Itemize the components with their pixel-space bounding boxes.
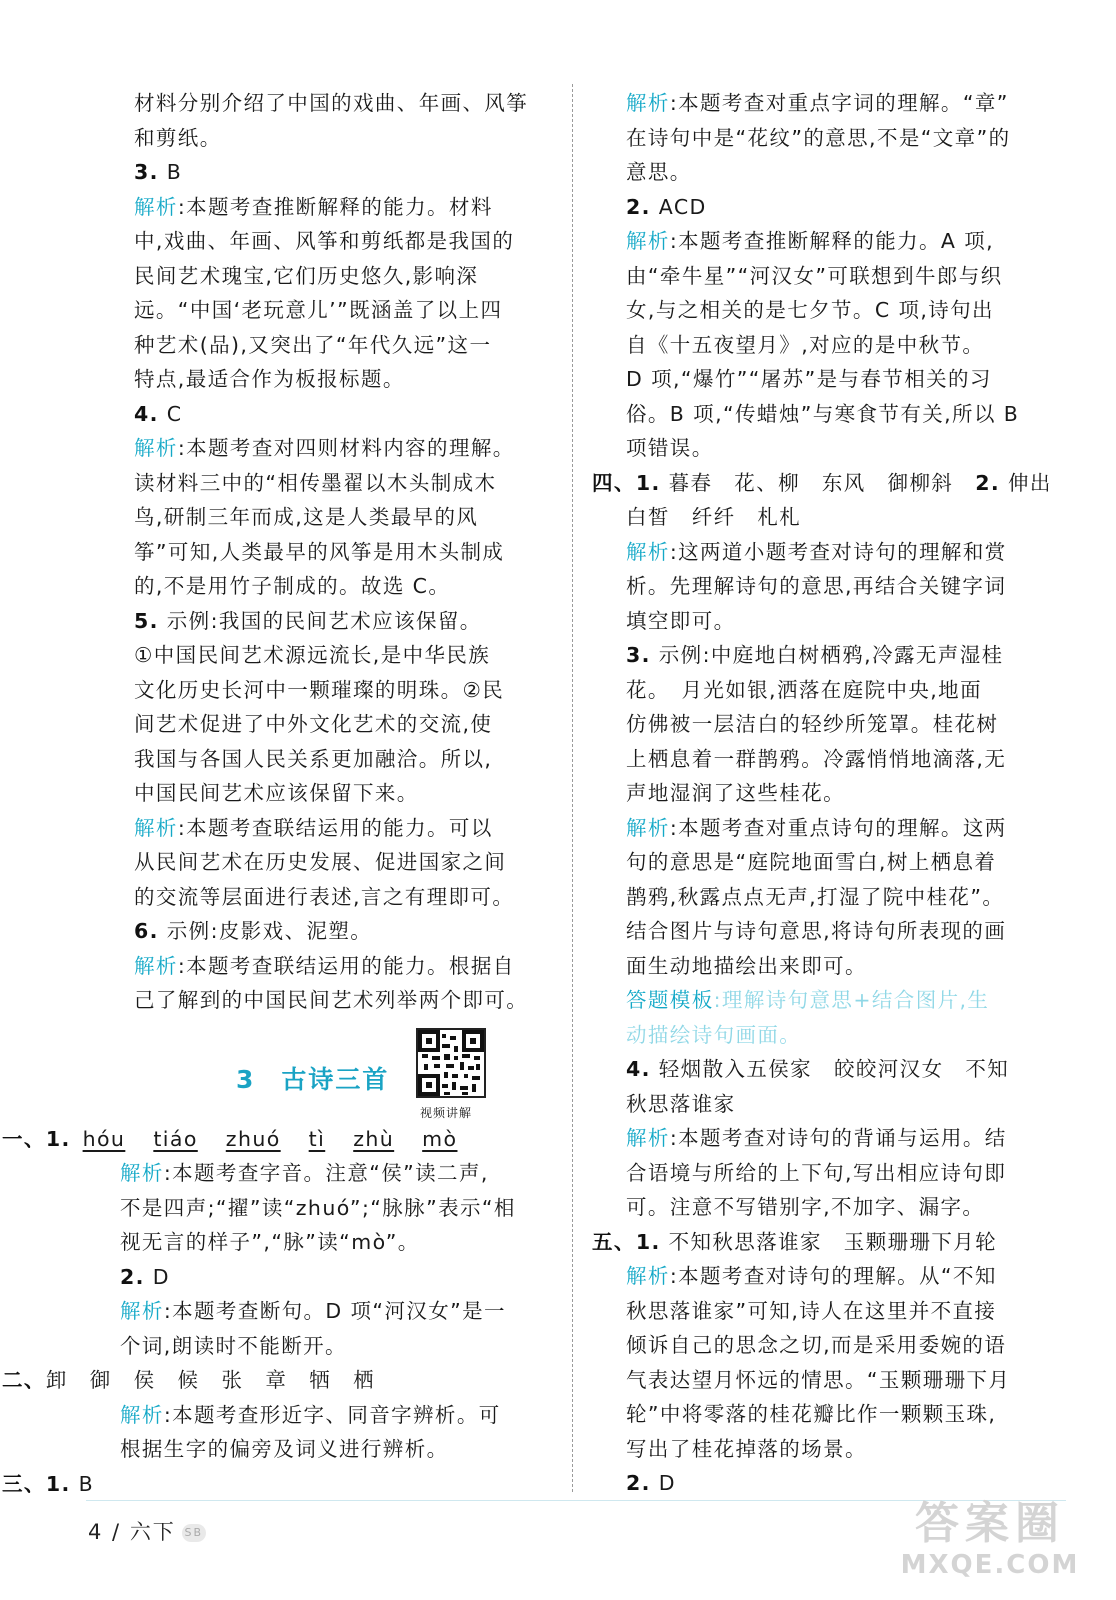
text-line: 从民间艺术在历史发展、促进国家之间 xyxy=(134,850,507,874)
answer-text: 示例:皮影戏、泥塑。 xyxy=(158,919,373,943)
template-text: :理解诗句意思+结合图片,生 xyxy=(713,988,990,1012)
section-label: 四、 xyxy=(592,470,636,495)
pinyin-item: zhù xyxy=(353,1126,395,1151)
text-line: 轮”中将零落的桂花瓣比作一颗颗玉珠, xyxy=(626,1402,997,1426)
text-line: 结合图片与诗句意思,将诗句所表现的画 xyxy=(626,919,1007,943)
section-5-answer xyxy=(592,1225,1058,1260)
question-number: 3. xyxy=(134,160,159,184)
text-line: 填空即可。 xyxy=(626,608,736,633)
footer-slash: / xyxy=(103,1520,130,1544)
analysis-line xyxy=(86,1156,558,1191)
section-label: 一、 xyxy=(2,1126,46,1151)
text-line: 女,与之相关的是七夕节。C 项,诗句出 xyxy=(626,298,994,322)
text-line: 和剪纸。 xyxy=(134,125,222,150)
text-line: 倾诉自己的思念之切,而是采用委婉的语 xyxy=(626,1333,1007,1357)
text-line: 自《十五夜望月》,对应的是中秋节。 xyxy=(626,332,985,357)
question-number: 4. xyxy=(626,1057,651,1081)
char-item: 候 xyxy=(177,1368,200,1392)
answer-3 xyxy=(592,638,1058,673)
answer-text: B xyxy=(158,160,183,184)
answer-text: 轻烟散入五侯家 皎皎河汉女 不知 xyxy=(650,1057,1010,1081)
left-column xyxy=(2,86,558,1501)
text-line: 不是四声;“擢”读“zhuó”;“脉脉”表示“相 xyxy=(120,1195,516,1220)
text-line: 句的意思是“庭院地面雪白,树上栖息着 xyxy=(626,850,997,874)
text-line: 由“牵牛星”“河汉女”可联想到牛郎与织 xyxy=(626,263,1003,288)
analysis-line xyxy=(592,224,1058,259)
text-line: 中,戏曲、年画、风筝和剪纸都是我国的 xyxy=(134,229,515,253)
edition-badge: SB xyxy=(182,1524,206,1542)
analysis-line xyxy=(86,811,558,846)
page-footer xyxy=(88,1516,206,1546)
text-line: 花。 月光如银,洒落在庭院中央,地面 xyxy=(626,677,982,702)
analysis-line xyxy=(592,86,1058,121)
analysis-label: 解析 xyxy=(134,436,178,460)
text-line: 面生动地描绘出来即可。 xyxy=(626,953,867,978)
question-number: 6. xyxy=(134,919,159,943)
section-4-answer xyxy=(592,466,1058,501)
answer-text: 示例:中庭地白树栖鸦,冷露无声湿桂 xyxy=(650,643,1004,667)
answer-text: D xyxy=(650,1471,676,1495)
char-item: 栖 xyxy=(353,1368,376,1392)
analysis-text: :本题考查对四则材料内容的理解。 xyxy=(177,436,515,460)
watermark-logo: 答案圈 xyxy=(915,1498,1065,1549)
text-line: 声地湿润了这些桂花。 xyxy=(626,781,845,805)
analysis-line xyxy=(592,1121,1058,1156)
text-line: 鹊鸦,秋露点点无声,打湿了院中桂花”。 xyxy=(626,884,1005,909)
text-line: 种艺术(品),又突出了“年代久远”这一 xyxy=(134,332,492,357)
section-label: 二、 xyxy=(2,1368,46,1392)
analysis-text: :本题考查对重点诗句的理解。这两 xyxy=(669,815,1007,840)
analysis-label: 解析 xyxy=(120,1161,164,1185)
answer-text: B xyxy=(70,1471,95,1496)
analysis-line xyxy=(86,431,558,466)
analysis-label: 解析 xyxy=(134,953,178,978)
text-line: 气表达望月怀远的情思。“玉颗珊珊下月 xyxy=(626,1367,1011,1392)
text-line: 在诗句中是“花纹”的意思,不是“文章”的 xyxy=(626,125,1011,150)
text-line: 材料分别介绍了中国的戏曲、年画、风筝 xyxy=(134,91,529,115)
pinyin-item: zhuó xyxy=(225,1126,281,1151)
analysis-text: :本题考查联结运用的能力。可以 xyxy=(177,815,493,840)
section-2-answer xyxy=(2,1363,558,1398)
answer-3 xyxy=(86,155,558,190)
analysis-label: 解析 xyxy=(134,194,178,219)
char-item: 章 xyxy=(265,1368,288,1392)
analysis-label: 解析 xyxy=(626,815,670,840)
answer-2 xyxy=(86,1260,558,1295)
analysis-label: 解析 xyxy=(120,1299,164,1323)
analysis-label: 解析 xyxy=(626,539,670,564)
text-line: 己了解到的中国民间艺术列举两个即可。 xyxy=(134,988,529,1012)
text-line: 可。注意不写错别字,不加字、漏字。 xyxy=(626,1195,985,1219)
section-label: 三、 xyxy=(2,1471,46,1496)
pinyin-item: tiáo xyxy=(153,1126,198,1151)
question-number: 1. xyxy=(45,1471,71,1496)
pinyin-item: tì xyxy=(308,1126,326,1151)
analysis-text: :本题考查推断解释的能力。材料 xyxy=(177,194,493,219)
qr-label: 视频讲解 xyxy=(420,1105,473,1120)
column-divider xyxy=(572,84,573,1492)
char-item: 牺 xyxy=(309,1368,332,1392)
analysis-text: :本题考查对诗句的背诵与运用。结 xyxy=(669,1126,1007,1150)
template-line xyxy=(592,983,1058,1018)
analysis-text: :本题考查形近字、同音字辨析。可 xyxy=(163,1402,501,1427)
text-line: 的,不是用竹子制成的。故选 C。 xyxy=(134,574,451,598)
text-line: 间艺术促进了中外文化艺术的交流,使 xyxy=(134,712,493,736)
text-line: 个词,朗读时不能断开。 xyxy=(120,1333,347,1358)
grade-label: 六下 xyxy=(129,1520,176,1544)
analysis-label: 解析 xyxy=(626,91,670,115)
question-number: 5. xyxy=(134,608,159,633)
char-item: 张 xyxy=(221,1368,244,1392)
answer-2 xyxy=(592,1466,1058,1501)
answer-text: 伸出 xyxy=(1000,470,1052,495)
analysis-line xyxy=(592,811,1058,846)
text-line: 民间艺术瑰宝,它们历史悠久,影响深 xyxy=(134,263,479,288)
question-number: 2. xyxy=(626,1471,651,1495)
text-line: 中国民间艺术应该保留下来。 xyxy=(134,781,419,805)
page-number: 4 xyxy=(88,1520,104,1544)
text-line: 根据生字的偏旁及词义进行辨析。 xyxy=(120,1437,449,1461)
text-line: 鸟,研制三年而成,这是人类最早的风 xyxy=(134,505,479,529)
template-text: 动描绘诗句画面。 xyxy=(626,1022,802,1047)
text-line: ①中国民间艺术源远流长,是中华民族 xyxy=(134,643,491,667)
text-line: 析。先理解诗句的意思,再结合关键字词 xyxy=(626,574,1007,598)
text-line: 文化历史长河中一颗璀璨的明珠。②民 xyxy=(134,677,505,702)
question-number: 4. xyxy=(134,401,159,426)
answer-text: 示例:我国的民间艺术应该保留。 xyxy=(158,608,482,633)
analysis-line xyxy=(86,1398,558,1433)
text-line: 仿佛被一层洁白的轻纱所笼罩。桂花树 xyxy=(626,712,999,736)
analysis-text: :本题考查对重点字词的理解。“章” xyxy=(669,91,1009,115)
right-column xyxy=(592,86,1058,1501)
text-line: 特点,最适合作为板报标题。 xyxy=(134,367,405,391)
answer-5 xyxy=(86,604,558,639)
lesson-title xyxy=(236,1060,389,1096)
question-number: 1. xyxy=(635,470,661,495)
text-line: 远。“中国‘老玩意儿’”既涵盖了以上四 xyxy=(134,298,503,322)
analysis-label: 解析 xyxy=(120,1402,164,1427)
pinyin-item: hóu xyxy=(82,1126,126,1151)
analysis-label: 解析 xyxy=(134,815,178,840)
text-line: 合语境与所给的上下句,写出相应诗句即 xyxy=(626,1160,1007,1185)
analysis-text: :本题考查字音。注意“侯”读二声, xyxy=(163,1161,489,1185)
answer-text: 暮春 花、柳 东风 御柳斜 xyxy=(660,470,976,495)
analysis-text: :本题考查联结运用的能力。根据自 xyxy=(177,953,515,978)
analysis-text: :本题考查对诗句的理解。从“不知 xyxy=(669,1264,997,1288)
analysis-text: :本题考查断句。D 项“河汉女”是一 xyxy=(163,1299,506,1323)
char-item: 侯 xyxy=(133,1368,156,1392)
template-label: 答题模板 xyxy=(626,988,714,1012)
char-item: 卸 xyxy=(45,1368,68,1392)
text-line: 上栖息着一群鹊鸦。冷露悄悄地滴落,无 xyxy=(626,746,1007,771)
question-number: 2. xyxy=(120,1264,145,1289)
answer-text: D xyxy=(144,1264,170,1289)
answer-text: 不知秋思落谁家 玉颗珊珊下月轮 xyxy=(660,1229,998,1254)
lesson-number: 3 xyxy=(236,1064,256,1094)
text-line: 白皙 纤纤 札札 xyxy=(626,505,802,529)
watermark-url: MXQE.COM xyxy=(900,1550,1080,1580)
text-line: 项错误。 xyxy=(626,436,714,460)
text-line: 视无言的样子”,“脉”读“mò”。 xyxy=(120,1230,420,1254)
analysis-line xyxy=(86,949,558,984)
analysis-text: :这两道小题考查对诗句的理解和赏 xyxy=(669,539,1007,564)
answer-text: C xyxy=(158,401,183,426)
question-number: 2. xyxy=(626,194,651,219)
section-3-answer xyxy=(2,1467,558,1502)
text-line: 筝”可知,人类最早的风筝是用木头制成 xyxy=(134,539,505,564)
section-label: 五、 xyxy=(592,1229,636,1254)
analysis-line xyxy=(86,190,558,225)
analysis-line xyxy=(592,535,1058,570)
section-1-answer xyxy=(2,1122,558,1157)
analysis-line xyxy=(592,1259,1058,1294)
question-number: 2. xyxy=(975,470,1001,495)
analysis-label: 解析 xyxy=(626,1126,670,1150)
text-line: 写出了桂花掉落的场景。 xyxy=(626,1436,867,1461)
question-number: 1. xyxy=(635,1229,661,1254)
analysis-label: 解析 xyxy=(626,229,670,253)
answer-2 xyxy=(592,190,1058,225)
text-line: 的交流等层面进行表述,言之有理即可。 xyxy=(134,884,515,909)
text-line: 意思。 xyxy=(626,160,692,184)
text-line: 俗。B 项,“传蜡烛”与寒食节有关,所以 B xyxy=(626,401,1020,426)
text-line: 秋思落谁家 xyxy=(626,1091,736,1116)
analysis-text: :本题考查推断解释的能力。A 项, xyxy=(669,229,995,253)
answer-6 xyxy=(86,914,558,949)
analysis-line xyxy=(86,1294,558,1329)
question-number: 3. xyxy=(626,643,651,667)
qr-code-icon[interactable] xyxy=(416,1028,486,1098)
analysis-label: 解析 xyxy=(626,1264,670,1288)
pinyin-item: mò xyxy=(422,1126,458,1151)
text-line: D 项,“爆竹”“屠苏”是与春节相关的习 xyxy=(626,367,992,391)
watermark xyxy=(890,1498,1090,1580)
answer-text: ACD xyxy=(650,194,707,219)
lesson-name: 古诗三首 xyxy=(281,1064,390,1094)
question-number: 1. xyxy=(45,1126,71,1151)
text-line: 读材料三中的“相传墨翟以木头制成木 xyxy=(134,470,497,495)
answer-4 xyxy=(86,397,558,432)
lesson-heading xyxy=(86,1018,558,1122)
text-line: 秋思落谁家”可知,诗人在这里并不直接 xyxy=(626,1298,997,1323)
text-line: 我国与各国人民关系更加融洽。所以, xyxy=(134,746,493,771)
answer-4 xyxy=(592,1052,1058,1087)
char-item: 御 xyxy=(89,1368,112,1392)
